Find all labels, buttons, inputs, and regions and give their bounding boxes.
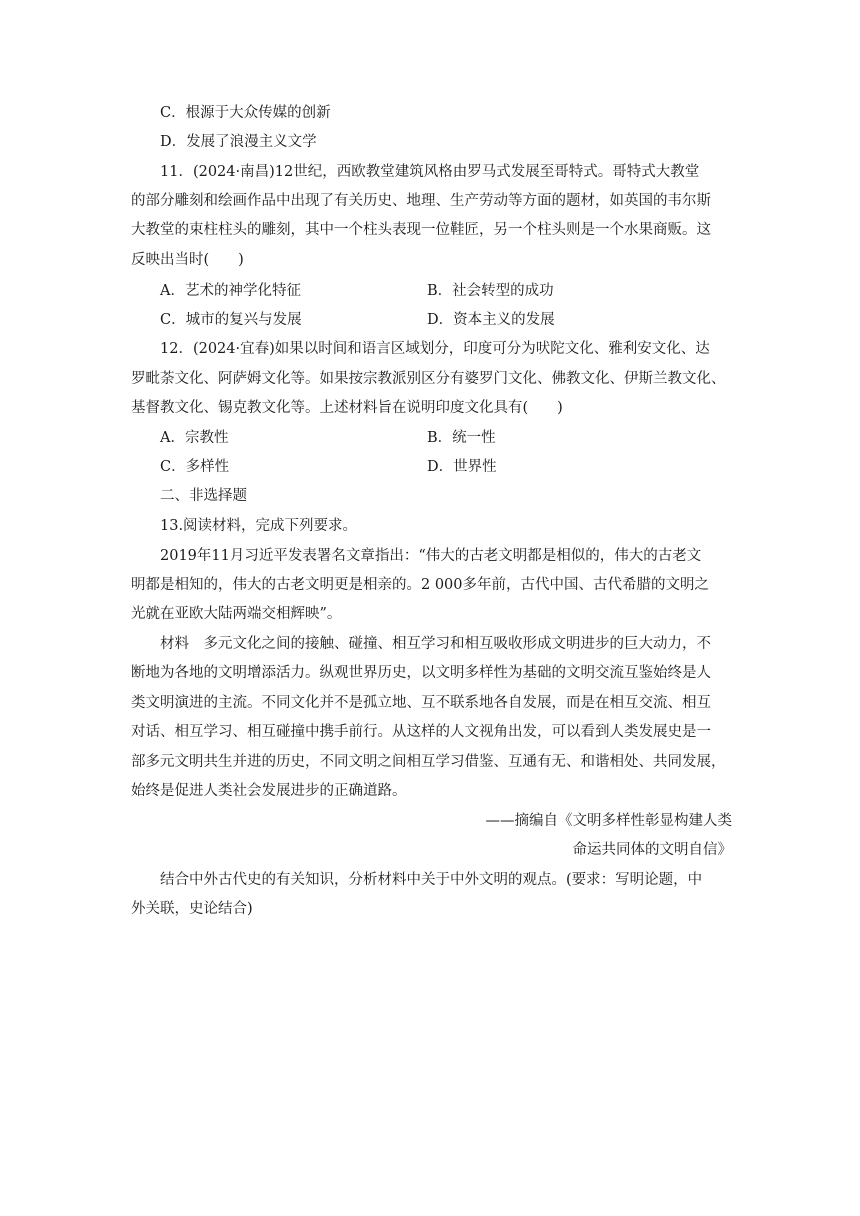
q12-stem-line: 罗毗荼文化、阿萨姆文化等。如果按宗教派别区分有婆罗门文化、佛教文化、伊斯兰教文化、	[131, 371, 726, 387]
material-line: 始终是促进人类社会发展进步的正确道路。	[131, 783, 407, 799]
q11-stem-line: 大教堂的束柱柱头的雕刻，其中一个柱头表现一位鞋匠，另一个柱头则是一个水果商贩。这	[131, 222, 711, 238]
q10-option-c: C．根源于大众传媒的创新	[160, 105, 331, 121]
q11-option-a: A．艺术的神学化特征	[160, 283, 301, 299]
quote-line: 2019年11月习近平发表署名文章指出：“伟大的古老文明都是相似的，伟大的古老文	[160, 548, 702, 564]
q12-option-b: B．统一性	[427, 430, 496, 446]
task-line: 结合中外古代史的有关知识，分析材料中关于中外文明的观点。(要求：写明论题，中	[160, 872, 703, 888]
task-line: 外关联，史论结合)	[131, 901, 253, 917]
material-line: 部多元文明共生并进的历史，不同文明之间相互学习借鉴、互通有无、和谐相处、共同发展，	[131, 754, 726, 770]
q11-option-d: D．资本主义的发展	[427, 312, 555, 328]
section-heading: 二、非选择题	[160, 488, 247, 504]
q11-stem-line: 的部分雕刻和绘画作品中出现了有关历史、地理、生产劳动等方面的题材，如英国的韦尔斯	[131, 193, 711, 209]
material-line: 断地为各地的文明增添活力。纵观世界历史，以文明多样性为基础的文明交流互鉴始终是人	[131, 665, 711, 681]
q11-option-c: C．城市的复兴与发展	[160, 312, 302, 328]
q12-stem-line: 基督教文化、锡克教文化等。上述材料旨在说明印度文化具有( )	[131, 400, 563, 416]
source-citation: 命运共同体的文明自信》	[572, 842, 732, 858]
q11-stem-line: 11．(2024·南昌)12世纪，西欧教堂建筑风格由罗马式发展至哥特式。哥特式大教堂	[160, 164, 700, 180]
material-line: 材料 多元文化之间的接触、碰撞、相互学习和相互吸收形成文明进步的巨大动力，不	[160, 636, 711, 652]
q11-option-b: B．社会转型的成功	[427, 283, 554, 299]
quote-line: 光就在亚欧大陆两端交相辉映”。	[131, 606, 342, 622]
source-citation: ——摘编自《文明多样性彰显构建人类	[485, 813, 732, 829]
q13-stem: 13.阅读材料，完成下列要求。	[160, 518, 358, 534]
quote-line: 明都是相知的，伟大的古老文明更是相亲的。2 000多年前，古代中国、古代希腊的文明之	[131, 577, 710, 593]
q12-stem-line: 12．(2024·宜春)如果以时间和语言区域划分，印度可分为吠陀文化、雅利安文化、达	[160, 341, 710, 357]
q10-option-d: D．发展了浪漫主义文学	[160, 134, 317, 150]
q12-option-c: C．多样性	[160, 459, 230, 475]
q12-option-d: D．世界性	[427, 459, 497, 475]
material-line: 对话、相互学习、相互碰撞中携手前行。从这样的人文视角出发，可以看到人类发展史是一	[131, 724, 711, 740]
q11-stem-line: 反映出当时( )	[131, 252, 244, 268]
q12-option-a: A．宗教性	[160, 430, 229, 446]
material-line: 类文明演进的主流。不同文化并不是孤立地、互不联系地各自发展，而是在相互交流、相互	[131, 695, 711, 711]
